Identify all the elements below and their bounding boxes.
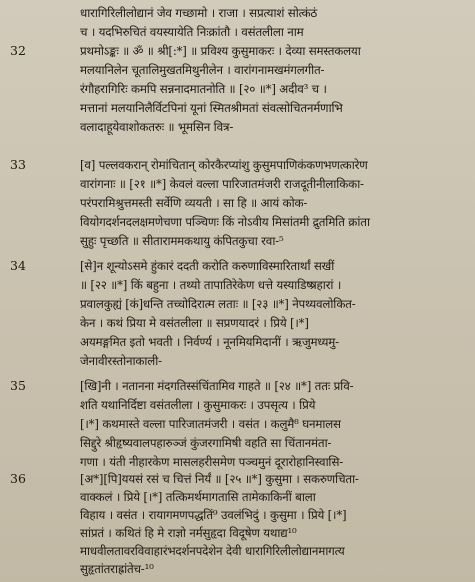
text-line: [।*] कथमास्ते वल्ला पारिजातमंजरी । वसंत । कलुमै⁸ घनमालस (80, 417, 341, 431)
text-line: ॥ [२२ ॥*] किं बहुना । तथ्यो तापातिरेकेण धत्ते यस्याडिष्ष्रहारां । (80, 278, 342, 292)
text-line: सांप्रतं । कथितं हि मे राज्ञो नर्मसुहृदा विदूषेण यथाद्य¹⁰ (80, 526, 297, 540)
text-line: सुहृतांतराह्रांतेच-¹⁰ (80, 562, 154, 576)
text-line: [अ*][पि]ययसं रसं च चित्तं निर्यं ॥ [२५ ॥*] कुसुमा । सकरुणचिता- (80, 472, 359, 486)
text-line: सुहुः पृच्छति ॥ सीताराममकथायु कंपितकुचा रवा-⁵ (80, 234, 284, 248)
text-line: केन । कथं प्रिया मे वसंतलीला ॥ सप्रणयादरं । प्रिये [।*] (80, 316, 309, 330)
paragraph-number: 32 (10, 43, 26, 58)
text-line: जेनावीरस्तोनाकाली- (80, 354, 162, 368)
text-line: रंगौहरागिरिः कमपि सन्ननादमातनोति ॥ [२० ॥*] अदीव³ च । (80, 82, 327, 96)
text-line: प्रथमोऽङ्कः ॥ ॐ ॥ श्री[:*] ॥ प्रविश्य कुसुमाकरः । देव्या समस्तकलया (80, 44, 361, 58)
text-line: वलादाहूयेवाशोकतरुः ॥ भूमसिन वित्र- (80, 120, 234, 134)
text-line: परंपरामिश्रुत्तमस्ती सर्वेणि व्ययती । सा हि ॥ आयं कोक- (80, 196, 308, 210)
paragraph-number: 33 (10, 157, 26, 172)
paragraph-number: 36 (10, 471, 26, 486)
text-line: प्रवालकुह्यं [कं]धन्ति तच्चोदिरात्म लताः ॥ [२३ ॥*] नेपथ्यवलोकित- (80, 297, 356, 311)
text-line: वारांगनाः ॥ [२१ ॥*] केवलं वल्ला पारिजातमंजरी राजदूतीनीलाकिका- (80, 177, 364, 191)
text-line: धारागिरिलीलोद्यानं जेव गच्छामो । राजा । सप्रत्याशं सोत्कंठं (80, 6, 318, 20)
text-line: वियोगदर्शनदलक्षमणेचणा पञ्चिणः किं नोऽवीय मिसांतमी द्रुतमिति क्रांता (80, 215, 370, 229)
text-line: वाक्कलं । प्रिये [।*] तत्किमर्थमागतासि तामेकाकिनीं बाला (80, 490, 316, 504)
text-line: [से]न शून्योऽसमे हुंकारं ददती करोति करुणाविस्मारितार्थां सखीं (80, 259, 335, 273)
paragraph-number: 35 (10, 378, 26, 393)
text-line: अयमङ्गमित इतो भवती । निर्वर्ण्य । नूनमियमिदानीं । ऋजुमध्यमु- (80, 335, 339, 349)
text-line: [खि]नी । नतानना मंदगतिस्संचिंतामिव गाहते ॥ [२४ ॥*] ततः प्रवि- (80, 379, 354, 393)
text-line: माधवीलतावरविवाहारंभदर्शनपदेशेन देवी धारागिरिलीलोद्यानमागत्य (80, 544, 345, 558)
text-line: शति यथानिर्दिष्टा वसंतलीला । कुसुमाकरः । उपसृत्य । प्रिये (80, 398, 316, 412)
text-line: सिद्दुरे श्रीहृष्यवालपहारुञ्जं कुंजरगामिषी वहति सा चिंतानमंता- (80, 436, 332, 450)
text-line: [व] पल्लवकरान् रोमांचितान् कोरकैरप्यांशु कुसुमपाणिकंकणभणत्कारेण (80, 158, 368, 172)
text-line: विहाय । वसंत । रायागमणपद्धतिं⁹ उवलंभिदुं । कुसुमा । प्रिये [।*] (80, 508, 347, 522)
text-line: मत्तानां मलयानिलैर्विटपिनां यूनां स्मितश्रीमतां संवत्सोचितनर्मणाभि (80, 101, 343, 115)
text-line: मलयानिलेन चूतालिमुखतमिथुनीलेन । वारांगनामखमंगलगीत- (80, 63, 325, 77)
text-line: गणा । यंती नीहारकेण मासलहरीसमेण पञ्चमुनं दूरारोहानिस्वासि- (80, 455, 344, 469)
paragraph-number: 34 (10, 258, 26, 273)
text-line: च । यदभिरुचितं वयस्यायेति निःक्रांतौ । वसंतलीला नाम (80, 25, 304, 39)
